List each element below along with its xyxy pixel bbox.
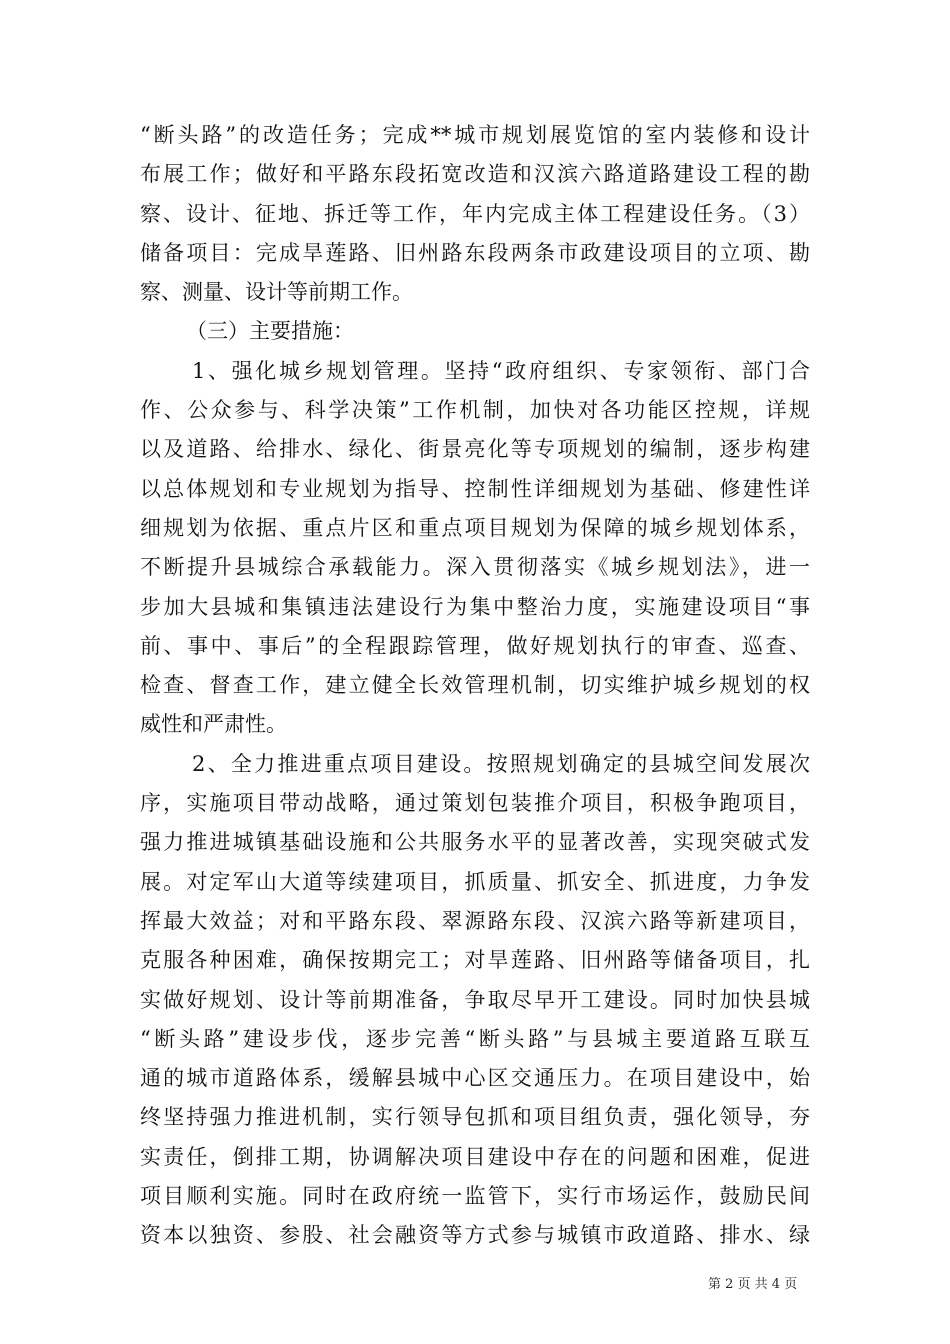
text-line: 强力推进城镇基础设施和公共服务水平的显著改善，实现突破式发	[140, 830, 810, 855]
text-line: 序，实施项目带动战略，通过策划包装推介项目，积极争跑项目，	[140, 791, 810, 816]
text-line: 以总体规划和专业规划为指导、控制性详细规划为基础、修建性详	[140, 476, 810, 501]
text-line: “断头路”的改造任务；完成**城市规划展览馆的室内装修和设计	[140, 123, 810, 147]
text-line: 通的城市道路体系，缓解县城中心区交通压力。在项目建设中，始	[140, 1066, 810, 1091]
text-line: 项目顺利实施。同时在政府统一监管下，实行市场运作，鼓励民间	[140, 1184, 810, 1209]
text-line: 1、强化城乡规划管理。坚持“政府组织、专家领衔、部门合	[192, 358, 810, 383]
text-line: 不断提升县城综合承载能力。深入贯彻落实《城乡规划法》，进一	[140, 555, 810, 580]
text-line: 以及道路、给排水、绿化、街景亮化等专项规划的编制，逐步构建	[140, 437, 810, 462]
text-line: 挥最大效益；对和平路东段、翠源路东段、汉滨六路等新建项目，	[140, 908, 810, 933]
text-line: “断头路”建设步伐，逐步完善“断头路”与县城主要道路互联互	[140, 1026, 810, 1051]
text-line: 察、测量、设计等前期工作。	[140, 280, 413, 305]
text-line: 资本以独资、参股、社会融资等方式参与城镇市政道路、排水、绿	[140, 1223, 810, 1248]
text-line: 细规划为依据、重点片区和重点项目规划为保障的城乡规划体系，	[140, 515, 810, 540]
text-line: 威性和严肃性。	[140, 712, 287, 737]
page-number: 第 2 页 共 4 页	[708, 1277, 798, 1292]
text-line: 检查、督查工作，建立健全长效管理机制，切实维护城乡规划的权	[140, 673, 810, 698]
text-line: 察、设计、征地、拆迁等工作，年内完成主体工程建设任务。（3）	[140, 201, 810, 226]
text-line: 2、全力推进重点项目建设。按照规划确定的县城空间发展次	[192, 751, 810, 776]
text-line: 前、事中、事后”的全程跟踪管理，做好规划执行的审查、巡查、	[140, 633, 810, 658]
text-line: 实责任，倒排工期，协调解决项目建设中存在的问题和困难，促进	[140, 1144, 810, 1169]
text-line: 实做好规划、设计等前期准备，争取尽早开工建设。同时加快县城	[140, 987, 810, 1012]
text-line: 终坚持强力推进机制，实行领导包抓和项目组负责，强化领导，夯	[140, 1105, 810, 1130]
section-heading: （三）主要措施：	[186, 319, 354, 344]
text-line: 克服各种困难，确保按期完工；对旱莲路、旧州路等储备项目，扎	[140, 948, 810, 973]
document-body	[140, 116, 810, 1256]
text-line: 储备项目：完成旱莲路、旧州路东段两条市政建设项目的立项、勘	[140, 240, 810, 265]
text-line: 作、公众参与、科学决策”工作机制，加快对各功能区控规，详规	[140, 398, 810, 423]
text-line: 展。对定军山大道等续建项目，抓质量、抓安全、抓进度，力争发	[140, 869, 810, 894]
text-line: 布展工作；做好和平路东段拓宽改造和汉滨六路道路建设工程的勘	[140, 162, 810, 187]
text-line: 步加大县城和集镇违法建设行为集中整治力度，实施建设项目“事	[140, 594, 810, 619]
